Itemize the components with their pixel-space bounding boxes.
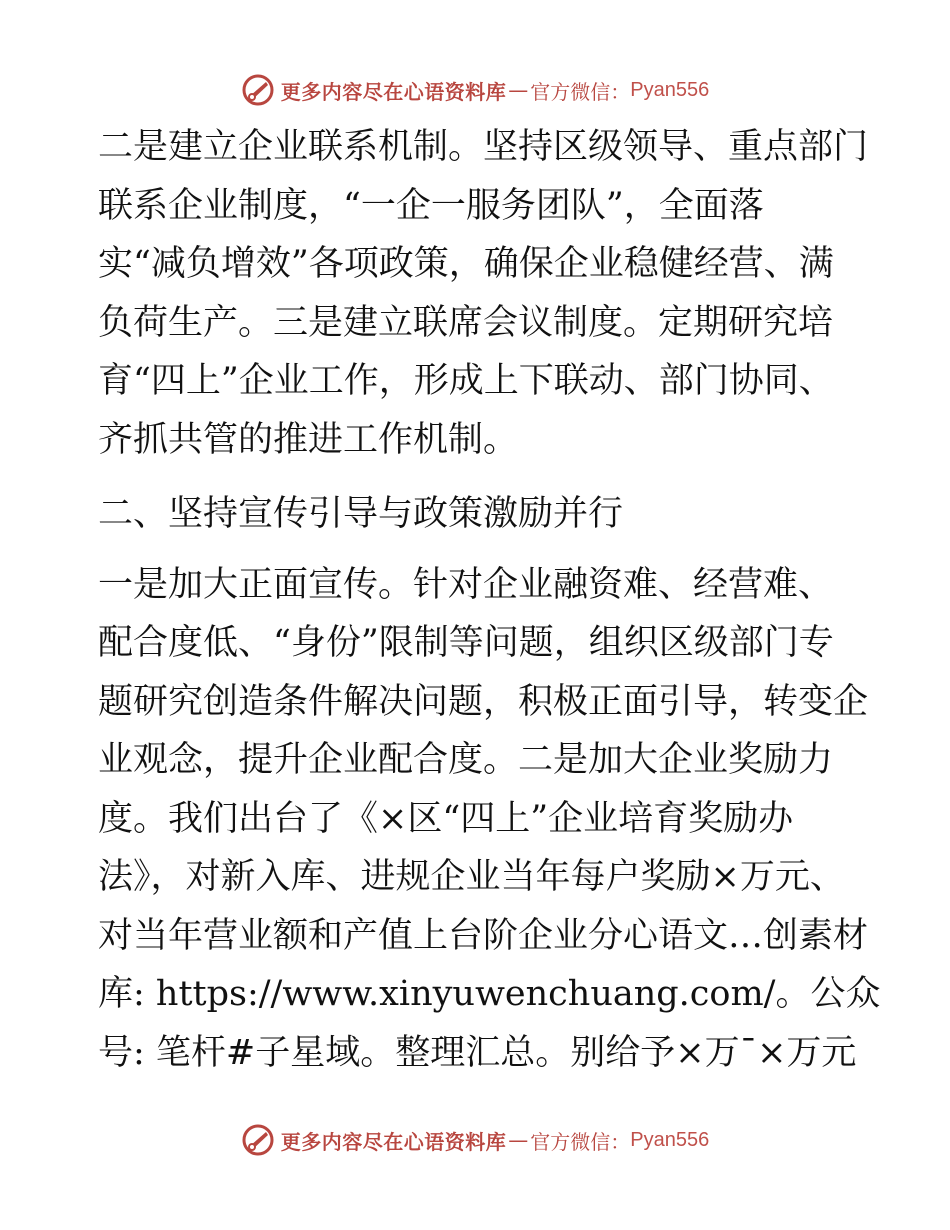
banner-dash: — [508,1128,529,1152]
banner-dash: — [508,78,529,102]
text-line: 对当年营业额和产值上台阶企业分心语文…创素材 [98,915,869,956]
banner-wechat-handle: Pyan556 [630,78,710,101]
text-line: 度。我们出台了《×区“四上”企业培育奖励办 [98,798,794,839]
text-line: 法》，对新入库、进规企业当年每户奖励×万元、 [98,857,845,897]
brand-logo-icon [241,73,275,107]
text-line: 齐抓共管的推进工作机制。 [98,419,519,460]
banner-site-text: 更多内容尽在心语资料库 [280,79,507,104]
text-line: 育“四上”企业工作，形成上下联动、部门协同、 [98,361,834,401]
footer-banner [0,1120,950,1160]
paragraph-1 [98,118,869,469]
banner-site-text: 更多内容尽在心语资料库 [280,1129,507,1154]
text-line: 题研究创造条件解决问题，积极正面引导，转变企 [98,681,869,722]
text-line: 负荷生产。三是建立联席会议制度。定期研究培 [98,302,834,343]
header-banner [0,70,950,110]
banner-official-label: 官方微信： [530,79,631,104]
text-line: 号: 笔杆#子星域。整理汇总。别给予×万¯×万元 [98,1032,857,1073]
section-heading: 二、坚持宣传引导与政策激励并行 [98,494,624,534]
text-line: 实“减负增效”各项政策，确保企业稳健经营、满 [98,244,834,284]
text-line: 一是加大正面宣传。针对企业融资难、经营难、 [98,564,834,605]
text-line: 联系企业制度，“一企一服务团队”，全面落 [98,185,764,226]
text-line: 二是建立企业联系机制。坚持区级领导、重点部门 [98,127,869,167]
banner-official-label: 官方微信： [530,1129,631,1154]
text-line: 业观念，提升企业配合度。二是加大企业奖励力 [98,740,834,780]
text-line: 库: https://www.xinyuwenchuang.com/。公众 [98,974,881,1014]
text-line: 配合度低、“身份”限制等问题，组织区级部门专 [98,623,834,663]
brand-logo-icon [241,1123,275,1157]
document-body [98,118,881,1082]
paragraph-2 [98,556,881,1083]
banner-wechat-handle: Pyan556 [630,1128,710,1151]
